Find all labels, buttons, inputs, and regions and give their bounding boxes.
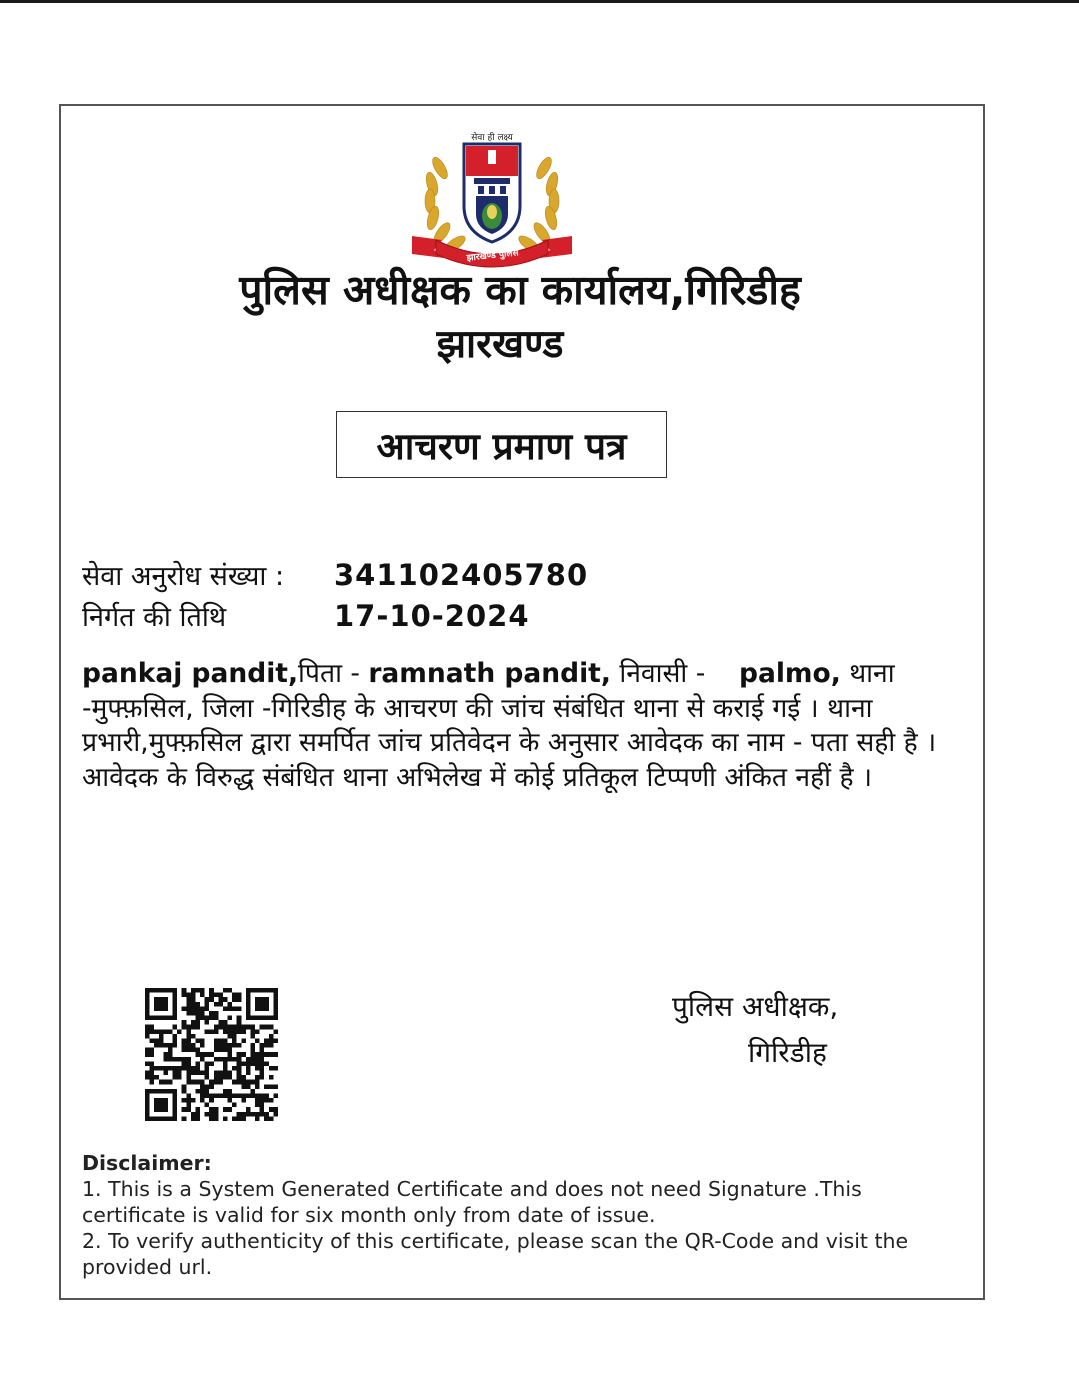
qr-code-icon[interactable] (144, 988, 279, 1121)
disclaimer-heading: Disclaimer: (82, 1151, 212, 1175)
document-title: आचरण प्रमाण पत्र (336, 411, 667, 478)
disclaimer (82, 1150, 962, 1280)
certificate-body (82, 657, 962, 795)
emblem-banner-text: झारखण्ड पुलिस (466, 248, 520, 264)
disclaimer-point-1: 1. This is a System Generated Certificate and does not need Signature .This certificate is valid for six month only from date of issue. (82, 1177, 862, 1227)
top-divider (0, 0, 1079, 3)
office-state: झारखण्ड (436, 322, 564, 367)
issue-date-label: निर्गत की तिथि (82, 602, 227, 633)
office-title: पुलिस अधीक्षक का कार्यालय,गिरिडीह (239, 266, 801, 314)
request-number-row (82, 556, 588, 593)
disclaimer-point-2: 2. To verify authenticity of this certificate, please scan the QR-Code and visit the provided url. (82, 1229, 909, 1279)
village-name: palmo, (738, 658, 841, 689)
father-name: ramnath pandit, (368, 658, 611, 689)
father-label: पिता - (298, 658, 369, 689)
signatory-designation: पुलिस अधीक्षक, (672, 990, 839, 1023)
request-number-label: सेवा अनुरोध संख्या : (82, 561, 285, 592)
issue-date-value: 17-10-2024 (334, 599, 530, 633)
body-statement: थाना -मुफ्फ़सिल, जिला -गिरिडीह के आचरण की जांच संबंधित थाना से कराई गई । थाना प्रभारी,मुफ्फ़सिल द्वारा समर्पित जांच प्रतिवेदन के अनुसार आवेदक का नाम - पता सही है । आवेदक के विरुद्ध संबंधित थाना अभिलेख में कोई प्रतिकूल टिप्पणी अंकित नहीं है । (82, 658, 937, 793)
issue-date-row (82, 597, 530, 634)
emblem-motto: सेवा ही लक्ष्य (471, 133, 513, 143)
applicant-name: pankaj pandit, (82, 658, 299, 689)
signatory-block (672, 984, 838, 1076)
resident-label: निवासी - (610, 658, 739, 689)
signatory-place: गिरिडीह (748, 1036, 827, 1069)
request-number-value: 341102405780 (334, 558, 589, 592)
